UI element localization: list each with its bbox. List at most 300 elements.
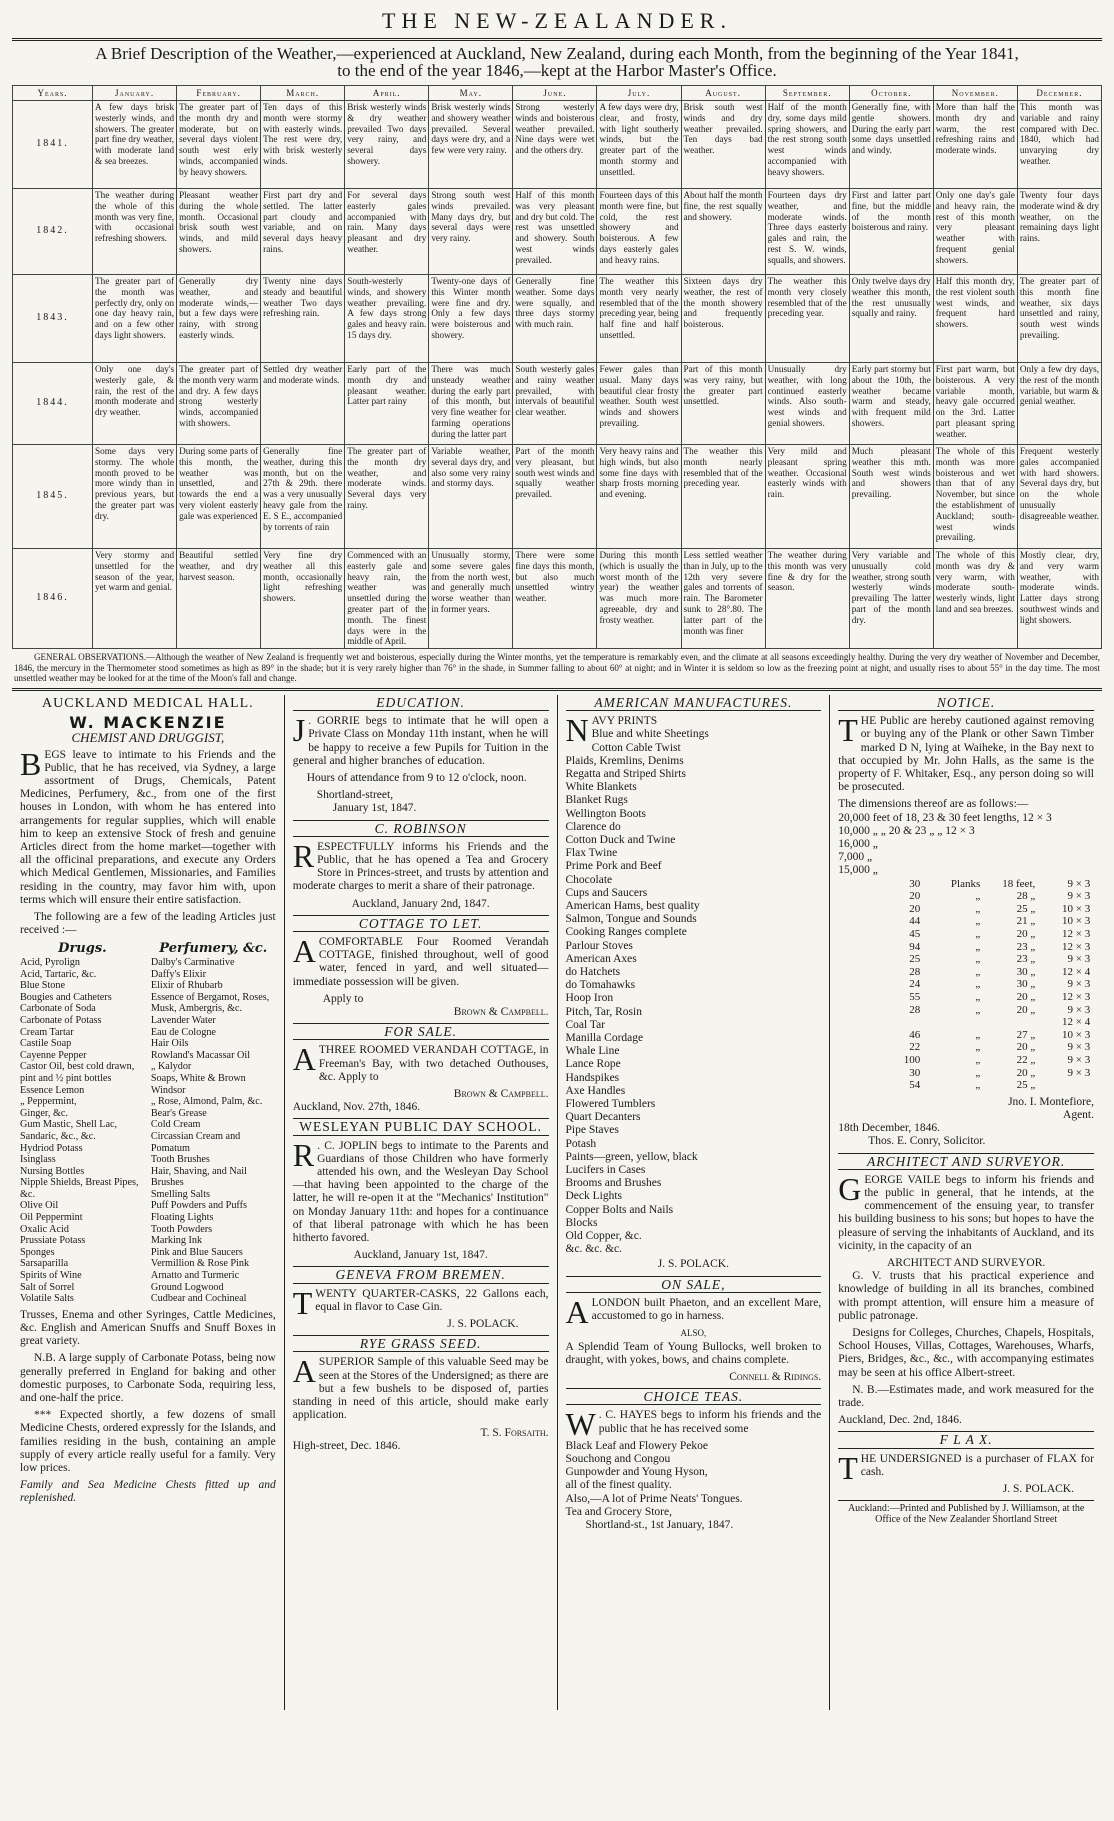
american-item: Potash [565,1137,597,1150]
cottage-text: COMFORTABLE Four Roomed Verandah COTTAGE, finished throughout, well of good water, fenced in yard, and well situated—immediate possession will be given. [292,936,549,988]
american-first-item: AVY PRINTS [591,715,658,728]
american-item: Prime Pork and Beef [565,860,662,873]
plank-cell: 30 „ [1016,965,1036,978]
weather-cell: The greater part of the month dry and moderate, but on several days violent south west erly winds, accompanied by heavy showers. [177,101,261,189]
drug-item: Nursing Bottles [20,1165,85,1177]
flax-signature: J. S. POLACK. [1002,1482,1074,1495]
american-item: do Hatchets [565,966,621,979]
plank-cell: 30 [909,1066,921,1079]
plank-cell: 55 [909,990,921,1003]
plank-cell: 94 [909,940,921,953]
tea-also: Also,—A lot of Prime Neats' Tongues. [565,1492,743,1505]
weather-year: 1843. [13,275,93,363]
plank-cell: 9 × 3 [1067,1053,1091,1066]
american-item: Lance Rope [565,1058,621,1071]
weather-cell: A few days were dry, clear, and frosty, with light southerly winds, but the greater part of the month stormy and unsettled. [597,101,681,189]
column-american [557,695,830,1710]
perfumery-item: Tooth Brushes [150,1154,210,1166]
weather-year: 1844. [13,363,93,445]
article-lists [20,941,276,1304]
weather-cell: Very mild and pleasant spring weather. Occasional easterly winds with rain. [765,445,849,549]
weather-header-12: December. [1017,86,1101,101]
weather-cell: Much pleasant weather this mth. South west winds and showers prevailing. [849,445,933,549]
trusses-text: Trusses, Enema and other Syringes, Cattle Medicines, &c. English and American Snuffs and Snuff Boxes in great variety. [20,1308,276,1348]
perfumery-item: Elixir of Rhubarb [150,980,223,992]
weather-cell: The weather this month very closely resembled that of the preceding year. [765,275,849,363]
weather-cell: Fourteen days of this month were fine, but cold, the rest showery and boisterous. A few days easterly gales and heavy rains. [597,189,681,275]
drug-item: Carbonate of Potass [20,1014,102,1026]
plank-row [868,1016,1094,1029]
weather-year: 1845. [13,445,93,549]
weather-cell: The greater part of the month dry weather, and moderate winds. Several days very rainy. [345,445,429,549]
weather-row [13,189,1102,275]
perfumery-item: Circassian Cream and Pomatum [150,1130,241,1154]
perfumery-item: Hair Oils [150,1038,189,1050]
weather-year: 1841. [13,101,93,189]
mackenzie-name: W. MACKENZIE [69,713,227,733]
plank-cell [1035,1079,1090,1092]
drugs-heading: Drugs. [58,941,107,957]
plank-row [868,928,1094,941]
tea-date: Shortland-st., 1st January, 1847. [585,1518,734,1531]
notice-solicitor: Thos. E. Conry, Solicitor. [868,1135,986,1148]
for-sale-date: Auckland, Nov. 27th, 1846. [292,1101,421,1114]
perfumery-item: Bear's Grease [150,1107,207,1119]
plank-cell: 21 „ [1016,915,1036,928]
plank-cell [868,1016,920,1029]
drug-item: Salt of Sorrel [20,1281,75,1293]
plank-row [868,953,1094,966]
weather-cell: Commenced with an easterly gale and heavy rain, the weather was unsettled during the greater part of the month. The finest days were in the middle of April. [345,549,429,649]
architect-text2: G. V. trusts that his practical experience and knowledge of building in all its branches, combined with prompt attention, will ensure him a measure of public patronage. [838,1270,1094,1322]
plank-row [868,1054,1094,1067]
mackenzie-intro: EGS leave to intimate to his Friends and the Public, that he has received, via Sydney, a large assortment of Drugs, Chemicals, Patent Medicines, Perfumery, &c., from one of the first houses in London, with whom he has entered into arrangements for regular supplies, which will enable him to keep an extensive Stock of fresh and genuine Articles direct from the home market—together with all the officinal preparations, and execute any Orders which Medical Gentlemen, Missionaries, and Families residing in the country, may favor him with, upon terms which will ensure their entire satisfaction. [20,748,276,906]
weather-cell: Some days very stormy. The whole month proved to be more windy than in previous years, but the greater part was dry. [93,445,177,549]
plank-cell: 9 × 3 [1067,877,1091,890]
plank-row [868,978,1094,991]
weather-cell: Twenty-one days of this Winter month were fine and dry. Only a few days were boisterous and showery. [429,275,513,363]
american-item: Paints—green, yellow, black [565,1150,698,1163]
nb-text: N.B. A large supply of Carbonate Potass, being now generally preferred in England for baking and other domestic purposes, to Carbonate Soda, requiring less, and one-half the price. [20,1352,276,1405]
weather-header-1: January. [93,86,177,101]
plank-cell: 22 „ [1016,1053,1036,1066]
weather-header-11: November. [933,86,1017,101]
weather-header-2: February. [177,86,261,101]
weather-row [13,101,1102,189]
perfumery-item: „ Rose, Almond, Palm, &c. [150,1096,263,1108]
drug-item: Spirits of Wine [20,1270,82,1282]
cottage-heading: COTTAGE TO LET. [293,915,549,932]
american-item: White Blankets [565,781,637,794]
perfumery-item: Tooth Powders [150,1223,213,1235]
american-item: Cups and Saucers [565,886,648,899]
american-item: Cotton Cable Twist [591,741,681,754]
column-medical-hall [12,695,284,1710]
wesleyan-date: Auckland, January 1st, 1847. [353,1249,488,1262]
drug-item: Volatile Salts [20,1293,74,1305]
weather-title-line2: to the end of the year 1846,—kept at the Harbor Master's Office. [337,61,777,80]
plank-cell: 10 × 3 [1062,902,1091,915]
plank-cell: 12 × 4 [1062,965,1091,978]
planks-table [868,878,1094,1092]
weather-cell: During this month (which is usually the worst month of the year) the weather was much more agreeable, dry and frosty weather. [597,549,681,649]
plank-row [868,1004,1094,1017]
choice-teas-heading: CHOICE TEAS. [566,1388,822,1405]
plank-row [868,1029,1094,1042]
weather-cell: The weather this month very nearly resembled that of the preceding year, being half fine and half unsettled. [597,275,681,363]
perfumery-item: Smelling Salts [150,1188,211,1200]
american-item: Cooking Ranges complete [565,926,687,939]
weather-cell: The greater part of this month fine weather, six days unsettled and rainy, south west winds prevailing. [1017,275,1101,363]
education-heading: EDUCATION. [293,695,549,711]
tea-item: Souchong and Congou [565,1452,671,1465]
plank-cell: 12 × 4 [1062,1016,1091,1029]
weather-cell: The whole of this month was dry & very warm, with moderate south-westerly winds, light land and sea breezes. [933,549,1017,649]
weather-cell: Very heavy rains and high winds, but also some fine days with sharp frosts morning and evening. [597,445,681,549]
weather-row [13,549,1102,649]
plank-row [868,915,1094,928]
plank-row [868,1079,1094,1092]
advert-columns [12,695,1102,1710]
drug-item: Olive Oil [20,1200,59,1212]
american-item: Axe Handles [565,1084,626,1097]
plank-cell: 10 × 3 [1062,1028,1091,1041]
weather-cell: South westerly gales and rainy weather prevailed, with intervals of beautiful clear weather. [513,363,597,445]
plank-cell: „ [975,1028,981,1041]
education-hours: Hours of attendance from 9 to 12 o'clock, noon. [306,771,527,784]
weather-cell: Unusually stormy, some severe gales from the north west, and generally much worse weather than in former years. [429,549,513,649]
weather-cell: Only one day's westerly gale, & rain, the rest of the month moderate and dry weather. [93,363,177,445]
weather-cell: Settled dry weather and moderate winds. [261,363,345,445]
tea-list [566,1440,822,1493]
weather-cell: The greater part of the month was perfectly dry, only on one day heavy rain, and on a few other days light showers. [93,275,177,363]
weather-cell: There was much unsteady weather during the early part of this month, but very fine weather for farming operations during the latter part [429,363,513,445]
weather-cell: The whole of this month was more boisterous and wet than that of any November, but since the establishment of Auckland; south-west winds prevailing. [933,445,1017,549]
drug-item: Essence Lemon [20,1084,85,1096]
notice-signature: Jno. I. Montefiore, [1008,1095,1094,1108]
plank-cell: 9 × 3 [1067,890,1091,903]
education-text: . GORRIE begs to intimate that he will open a Private Class on Monday 11th instant, when he will be happy to receive a few Pupils for Tuition in the general and higher branches of education. [292,715,549,767]
weather-cell: The weather this month nearly resembled that of the preceding year. [681,445,765,549]
drugs-list [20,957,145,1305]
plank-cell: 28 [909,965,921,978]
perfumery-item: Soaps, White & Brown Windsor [150,1072,246,1096]
rye-grass-text: SUPERIOR Sample of this valuable Seed may be seen at the Stores of the Undersigned; as there are but a few bushels to be disposed of, parties standing in need of this article, should make early application. [292,1356,549,1422]
feet-line: 20,000 feet of 18, 23 & 30 feet lengths, 12 × 3 [838,811,1052,824]
plank-cell: 9 × 3 [1067,1066,1091,1079]
american-item: Old Copper, &c. [565,1230,642,1243]
plank-cell: 44 [909,915,921,928]
plank-row [868,878,1094,891]
weather-cell: Generally fine, with gentle showers. During the early part some days unsettled and windy. [849,101,933,189]
plank-cell: 10 × 3 [1062,915,1091,928]
medical-hall-heading: AUCKLAND MEDICAL HALL. [42,695,254,711]
geneva-heading: GENEVA FROM BREMEN. [293,1266,549,1283]
drug-item: Prussiate Potass [20,1235,86,1247]
weather-year: 1846. [13,549,93,649]
geneva-signature: J. S. POLACK. [447,1318,519,1331]
plank-cell: „ [975,915,981,928]
weather-body [13,101,1102,649]
weather-cell: Strong westerly winds and boisterous weather prevailed. Nine days were wet and the others dry. [513,101,597,189]
american-item: American Hams, best quality [565,900,700,912]
weather-cell: Brisk south west winds and dry weather prevailed. Ten days bad weather. [681,101,765,189]
perfumery-item: Arnatto and Turmeric [150,1270,240,1282]
flax-heading: F L A X. [838,1431,1094,1448]
plank-cell [920,1016,980,1029]
education-place: Shortland-street, [316,789,394,802]
perfumery-item: Daffy's Elixir [150,968,206,980]
weather-cell: Generally dry weather, and moderate winds,—but a few days were rainy, with strong easterly winds. [177,275,261,363]
dropcap: A [292,933,316,969]
on-sale-text: LONDON built Phaeton, and an excellent Mare, accustomed to go in harness. [591,1296,822,1323]
drug-item: Ginger, &c. [20,1107,68,1119]
weather-cell: Pleasant weather during the whole month. Occasional brisk south west winds, and mild showers. [177,189,261,275]
plank-cell: 24 [909,978,921,991]
american-item: American Axes [565,952,637,965]
plank-cell: 20 [909,890,921,903]
plank-cell: „ [975,890,981,903]
weather-cell: South-westerly winds, and showery weather prevailing. A few days strong gales and heavy rain. 15 days dry. [345,275,429,363]
dropcap: A [292,1353,316,1390]
american-list [566,728,822,1256]
drugs-list-block [20,941,145,1304]
drug-item: „ Peppermint, [20,1096,77,1108]
weather-cell: First part warm, but boisterous. A very variable month, heavy gale occurred on the 3rd. Latter part pleasant spring weather. [933,363,1017,445]
rye-grass-date: High-street, Dec. 1846. [292,1439,401,1452]
plank-cell: 22 [909,1041,921,1054]
weather-cell: Brisk westerly winds & dry weather prevailed Two days very rainy, and several days showery. [345,101,429,189]
american-item: Clarence do [565,820,621,833]
plank-cell: „ [975,1053,981,1066]
column-notice [829,695,1102,1710]
weather-cell: Only twelve days dry weather this month, the rest unusually squally and rainy. [849,275,933,363]
cottage-apply: Apply to [322,992,364,1005]
dropcap: R [292,1136,315,1173]
architect-date: Auckland, Dec. 2nd, 1846. [838,1414,962,1427]
mackenzie-title: CHEMIST AND DRUGGIST, [71,730,225,746]
plank-cell: „ [975,953,981,966]
american-item: Brooms and Brushes [565,1177,662,1190]
plank-cell: 23 „ [1016,940,1036,953]
general-observations: GENERAL OBSERVATIONS.—Although the weather of New Zealand is frequently wet and boisterous, especially during the Winter months, yet the temperature is remarkably even, and the climate at all seasons exceedingly healthy. During the very dry weather of November and December, 1846, the mercury in the Thermometer stood sometimes as high as 89° in the shade; but it is very rarely higher than 76° in the shade, in Summer falling to about 60° at night; and in Winter it is seldom so low as the freezing point at night, and usually rises to about 55° in the day time. The most unsettled weather may be looked for at the time of the Moon's fall and change. [14,652,1100,684]
cottage-agents: Brown & Campbell. [453,1006,549,1019]
newspaper-page [12,6,1102,1806]
weather-cell: Twenty nine days steady and beautiful weather Two days refreshing rain. [261,275,345,363]
perfumery-item: Vermillion & Rose Pink [150,1258,250,1270]
plank-cell: 45 [909,927,921,940]
feet-line: 10,000 „ „ 20 & 23 „ „ 12 × 3 [838,824,975,837]
weather-cell: First part dry and settled. The latter part cloudy and variable, and on several days heavy rains. [261,189,345,275]
weather-cell: About half the month fine, the rest squally and showery. [681,189,765,275]
weather-cell: For several days easterly gales accompanied with rain. Many days pleasant and dry weather. [345,189,429,275]
wesleyan-heading: WESLEYAN PUBLIC DAY SCHOOL. [293,1118,549,1135]
plank-cell: 9 × 3 [1067,978,1091,991]
notice-agent: Agent. [1063,1108,1094,1121]
weather-cell: This month was variable and rainy compared with Dec. 1840, which had unvarying dry weather. [1017,101,1101,189]
drug-item: Carbonate of Soda [20,1003,96,1015]
plank-cell: „ [975,1041,981,1054]
expected-text: *** Expected shortly, a few dozens of small Medicine Chests, ordered expressly for the Islands, and families residing in the bush, containing an ample supply of every article really useful for a family. Very low prices. [20,1409,276,1475]
geneva-text: WENTY QUARTER-CASKS, 22 Gallons each, equal in flavor to Case Gin. [315,1287,549,1313]
plank-cell: 46 [909,1028,921,1041]
weather-row [13,445,1102,549]
plank-cell: „ [975,940,981,953]
plank-cell: 20 „ [1016,1041,1036,1054]
feet-line: 7,000 „ [838,851,873,864]
plank-cell: 30 „ [1016,978,1036,991]
architect-heading: ARCHITECT AND SURVEYOR. [838,1153,1094,1170]
american-item: Lucifers in Cases [565,1164,646,1177]
american-item: Blue and white Sheetings [591,728,709,741]
american-item: Hoop Iron [565,992,614,1005]
plank-cell: 9 × 3 [1067,953,1091,966]
masthead-rule [12,38,1102,41]
perfumery-item: Puff Powders and Puffs [150,1200,247,1212]
perfumery-item: Pink and Blue Saucers [150,1246,243,1258]
plank-cell: 9 × 3 [1067,1003,1091,1016]
weather-row [13,275,1102,363]
weather-header-6: June. [513,86,597,101]
plank-cell: 12 × 3 [1062,940,1091,953]
perfumery-list [151,957,276,1305]
weather-year: 1842. [13,189,93,275]
weather-cell: Half of the month dry, some days mild spring showers, and the rest strong south west winds accompanied with heavy showers. [765,101,849,189]
weather-header-0: Years. [13,86,93,101]
weather-cell: Beautiful settled weather, and dry harvest season. [177,549,261,649]
rye-grass-heading: RYE GRASS SEED. [293,1335,549,1352]
weather-cell: Half of this month was very pleasant and dry but cold. The rest was unsettled and showery. South west winds prevailed. [513,189,597,275]
drug-item: Cayenne Pepper [20,1049,87,1061]
perfumery-item: Floating Lights [150,1212,214,1224]
weather-table [12,85,1102,649]
weather-cell: Half this month dry, the rest violent south west winds, and frequent hard showers. [933,275,1017,363]
robinson-text: ESPECTFULLY informs his Friends and the Public, that he has opened a Tea and Grocery Store in Princes-street, and trusts by attention and moderate charges to merit a share of their patronage. [292,840,549,893]
drug-item: Castile Soap [20,1038,72,1050]
american-item: Wellington Boots [565,807,647,820]
weather-cell: Sixteen days dry weather, the rest of the month showery and frequently boisterous. [681,275,765,363]
choice-teas-text: . C. HAYES begs to inform his friends and the public that he has received some [598,1409,822,1435]
weather-cell: Fourteen days dry weather, and moderate winds. Three days easterly gales and rain, the rest S. W. winds, squalls, and showers. [765,189,849,275]
for-sale-heading: FOR SALE. [293,1023,549,1040]
drug-item: Cream Tartar [20,1026,74,1038]
weather-title [12,45,1102,79]
weather-cell: Twenty four days moderate wind & dry weather, on the remaining days light rains. [1017,189,1101,275]
american-item: Deck Lights [565,1190,623,1203]
american-item: Blanket Rugs [565,794,628,807]
robinson-date: Auckland, January 2nd, 1847. [351,897,490,910]
for-sale-agents: Brown & Campbell. [453,1088,549,1101]
architect-capacity: ARCHITECT AND SURVEYOR. [886,1256,1046,1269]
american-item: Whale Line [565,1045,620,1058]
drug-item: Castor Oil, best cold drawn, pint and ½ pint bottles [20,1061,135,1084]
on-sale-also: ALSO, [680,1328,707,1339]
plank-row [868,890,1094,903]
plank-cell: 100 [903,1053,921,1066]
weather-header-7: July. [597,86,681,101]
weather-cell: More than half the month dry and warm, the rest refreshing rains and moderate winds. [933,101,1017,189]
weather-cell: During some parts of this month, the weather was unsettled, and towards the end a very violent easterly gale was experienced [177,445,261,549]
drug-item: Nipple Shields, Breast Pipes, &c. [20,1177,139,1200]
for-sale-text: THREE ROOMED VERANDAH COTTAGE, in Freeman's Bay, with two detached Outhouses, &c. Apply to [318,1044,549,1083]
tea-store: Tea and Grocery Store, [565,1505,672,1518]
american-item: Handspikes [565,1071,620,1084]
american-item: Quart Decanters [565,1111,641,1124]
american-item: Flowered Tumblers [565,1098,656,1111]
plank-cell: „ [975,902,981,915]
weather-cell: Ten days of this month were stormy with easterly winds. The rest were dry, with brisk westerly winds. [261,101,345,189]
tea-item: Gunpowder and Young Hyson, [565,1466,708,1479]
american-item: Chocolate [565,873,613,886]
weather-cell: Very fine dry weather all this month, occasionally light refreshing showers. [261,549,345,649]
tea-item: Black Leaf and Flowery Pekoe [565,1439,708,1452]
plank-cell: „ [975,978,981,991]
weather-cell: A few days brisk westerly winds, and showers. The greater part fine dry weather, with moderate land & sea breezes. [93,101,177,189]
notice-text: HE Public are hereby cautioned against removing or buying any of the Plank or other Sawn Timber marked D N, lying at Waiheke, in the Bay next to that occupied by Mr. John Halls, as the same is the property of F. Whitaker, Esq., any person doing so will be prosecuted. [838,715,1094,794]
drug-item: Hydriod Potass [20,1142,83,1154]
weather-cell: Very stormy and unsettled for the season of the year, yet warm and genial. [93,549,177,649]
robinson-heading: C. ROBINSON [293,820,549,837]
american-heading: AMERICAN MANUFACTURES. [566,695,822,711]
dimensions-text: The dimensions thereof are as follows:— [838,798,1029,811]
plank-cell: Planks [950,877,981,890]
perfumery-item: Dalby's Carminative [150,957,235,968]
on-sale-text2: A Splendid Team of Young Bullocks, well broken to draught, with yokes, bows, and chains complete. [565,1340,822,1366]
plank-cell: 9 × 3 [1067,1041,1091,1054]
plank-cell: 20 „ [1016,990,1036,1003]
american-item: &c. &c. &c. [565,1243,623,1256]
weather-cell: Fewer gales than usual. Many days beautiful clear frosty weather. South west winds and showers prevailing. [597,363,681,445]
weather-header-5: May. [429,86,513,101]
weather-cell: Less settled weather than in July, up to the 12th very severe gales and torrents of rain. The Barometer sunk to 28°.80. The latter part of the month was finer [681,549,765,649]
weather-cell: Unusually dry weather, with long continued easterly winds. Also south-west winds and genial showers. [765,363,849,445]
dropcap: G [838,1170,862,1207]
dropcap: N [565,712,589,749]
architect-text: EORGE VAILE begs to inform his friends and the public in general, that he intends, at the commencement of the ensuing year, to transfer his building business to his sons; but hopes to have the pleasure of serving the inhabitants of Auckland, and its vicinity, in the capacity of an [838,1173,1094,1252]
american-item: Parlour Stoves [565,939,633,952]
perfumery-item: Cold Cream [150,1119,201,1131]
perfumery-heading: Perfumery, &c. [159,941,268,957]
weather-row [13,363,1102,445]
perfumery-item: Marking Ink [150,1235,203,1247]
american-item: do Tomahawks [565,979,636,992]
perfumery-item: „ Kalydor [150,1061,192,1073]
perfumery-item: Eau de Cologne [150,1026,216,1038]
plank-cell: 20 [909,902,921,915]
notice-date: 18th December, 1846. [838,1122,940,1135]
on-sale-heading: ON SALE, [566,1276,822,1293]
drug-item: Gum Mastic, Shell Lac, Sandaric, &c., &c. [20,1119,118,1142]
family-chests-text: Family and Sea Medicine Chests fitted up and replenished. [20,1479,276,1505]
notice-heading: NOTICE. [838,695,1094,711]
drug-item: Acid, Tartaric, &c. [20,968,97,980]
plank-cell: „ [975,1079,981,1092]
dropcap: B [20,745,42,782]
plank-cell: „ [975,990,981,1003]
plank-cell: 23 „ [1016,953,1036,966]
dropcap: W [565,1406,596,1443]
weather-cell: There were some fine days this month, but also much unsettled wintry weather. [513,549,597,649]
dropcap: T [838,712,858,749]
plank-cell: „ [975,927,981,940]
american-item: Plaids, Kremlins, Denims [565,754,684,767]
american-signature: J. S. POLACK. [657,1258,729,1271]
on-sale-signature: Connell & Ridings. [729,1370,822,1383]
feet-lines [838,812,1094,878]
plank-row [868,941,1094,954]
weather-cell: Early part stormy but about the 10th, the weather became warm and steady, with frequent mild showers. [849,363,933,445]
rye-grass-signature: T. S. Forsaith. [480,1426,549,1439]
